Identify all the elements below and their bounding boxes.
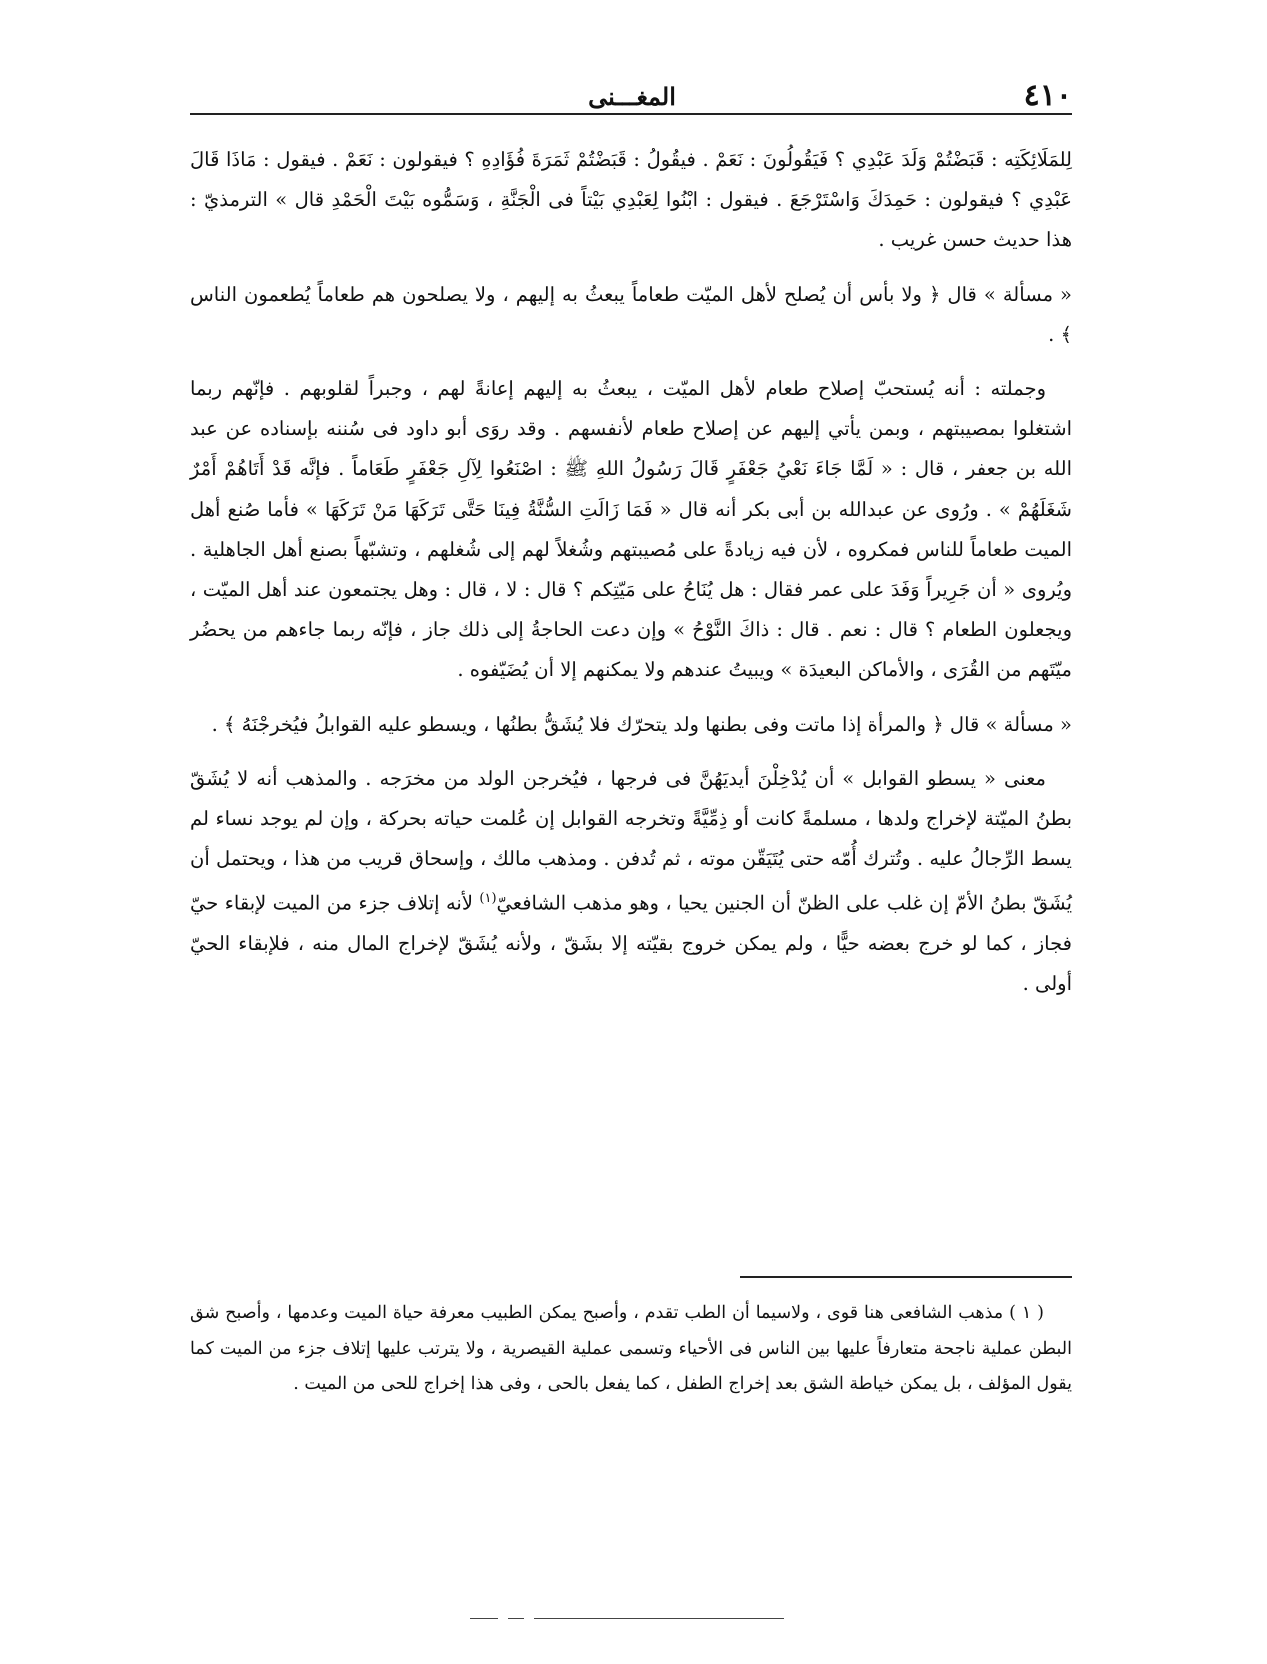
paragraph-explanation-continuation: لأنه إتلاف جزء من الميت لإبقاء حيّ فجاز ، كما لو خرج بعضه حيًّا ، ولم يمكن خروج بقيّته إلا بشَقّ ، ولأنه يُشَقّ لإخراج المال منه ، فلإبقاء الحيّ أولى . [190, 891, 1072, 996]
page-number: ٤١٠ [1023, 78, 1072, 113]
bottom-rule [534, 1618, 784, 1619]
paragraph-explanation-food: وجملته : أنه يُستحبّ إصلاح طعام لأهل الميّت ، يبعثُ به إليهم إعانةً لهم ، وجبراً لقلوبهم . فإنّهم ربما اشتغلوا بمصيبتهم ، وبمن يأتي إليهم عن إصلاح طعام لأنفسهم . وقد روَى أبو داود فى سُننه بإسناده عن عبد الله بن جعفر ، قال : « لَمَّا جَاءَ نَعْيُ جَعْفَرٍ قَالَ رَسُولُ اللهِ ﷺ : اصْنَعُوا لِآلِ جَعْفَرٍ طَعَاماً . فإنَّه قَدْ أَتَاهُمْ أَمْرٌ شَغَلَهُمْ » . ورُوى عن عبدالله بن أبى بكر أنه قال « فَمَا زَالَتِ السُّنَّةُ فِينَا حَتَّى تَرَكَهَا مَنْ تَرَكَهَا » فأما صُنع أهل الميت طعاماً للناس فمكروه ، لأن فيه زيادةً على مُصيبتهم وشُغلاً لهم إلى شُغلهم ، وتشبّهاً بصنع أهل الجاهلية . ويُروى « أن جَرِيراً وَفَدَ على عمر فقال : هل يُنَاحُ على مَيّتِكم ؟ قال : لا ، قال : وهل يجتمعون عند أهل الميّت ، ويجعلون الطعام ؟ قال : نعم . قال : ذاكَ النَّوْحُ » وإن دعت الحاجةُ إلى ذلك جاز ، فإنّه ربما جاءهم من يحضُر ميّتَهم من القُرَى ، والأماكن البعيدَة » ويبيتُ عندهم ولا يمكنهم إلا أن يُضَيّفوه . [190, 377, 1072, 682]
page-header [192, 78, 1072, 116]
footnote-marker: (١) [479, 891, 497, 907]
paragraph-explanation-pregnant [190, 759, 1072, 1005]
body-text [190, 140, 1072, 1005]
header-rule [190, 113, 1072, 115]
paragraph-masala-pregnant: « مسألة » قال ﴿ والمرأة إذا ماتت وفى بطنها ولد يتحرّك فلا يُشَقُّ بطنُها ، ويسطو عليه القوابلُ فيُخرجْنَهُ ﴾ . [211, 712, 1072, 736]
footnotes-section [190, 1296, 1072, 1403]
footnote-text: مذهب الشافعى هنا قوى ، ولاسيما أن الطب تقدم ، وأصبح يمكن الطبيب معرفة حياة الميت وعدمها ، وأصبح شق البطن عملية ناجحة متعارفاً عليها بين الناس فى الأحياء وتسمى عملية القيصرية ، ولا يترتب عليها إتلاف جزء من الميت كما يقول المؤلف ، بل يمكن خياطة الشق بعد إخراج الطفل ، كما يفعل بالحى ، وفى هذا إخراج للحى من الميت . [190, 1303, 1072, 1394]
bottom-rule-fragment [508, 1618, 524, 1619]
paragraph-masala-food: « مسألة » قال ﴿ ولا بأس أن يُصلح لأهل الميّت طعاماً يبعثُ به إليهم ، ولا يصلحون هم طعاماً يُطعمون الناس ﴾ . [190, 282, 1072, 346]
paragraph-explanation-text: معنى « يسطو القوابل » أن يُدْخِلْنَ أيديَهُنَّ فى فرجها ، فيُخرجن الولد من مخرَجه . والمذهب أنه لا يُشَقّ بطنُ الميّتة لإخراج ولدها ، مسلمةً كانت أو ذِمِّيَّةً وتخرجه القوابل إن عُلمت حياته بحركة ، وإن لم يوجد نساء لم يسط الرِّجالُ عليه . وتُترك أُمّه حتى يُتَيَقّن موته ، ثم تُدفن . ومذهب مالك ، وإسحاق قريب من هذا ، ويحتمل أن يُشَقّ بطنُ الأمّ إن غلب على الظنّ أن الجنين يحيا ، وهو مذهب الشافعيّ [190, 766, 1072, 915]
running-title: المغـــنى [588, 82, 676, 111]
footnote-number: ( ١ ) [1009, 1303, 1045, 1323]
bottom-rule-fragment [470, 1618, 498, 1619]
footnote-separator [740, 1276, 1072, 1278]
paragraph-hadith-continuation: لِلمَلَائِكَتِه : قَبَضْتُمْ وَلَدَ عَبْدِي ؟ فَيَقُولُونَ : نَعَمْ . فيقُولُ : قَبَضْتُمْ ثَمَرَةَ فُؤَادِهِ ؟ فيقولون : نَعَمْ . فيقول : مَاذَا قَالَ عَبْدِي ؟ فيقولون : حَمِدَكَ وَاسْتَرْجَعَ . فيقول : ابْنُوا لِعَبْدِي بَيْتاً فى الْجَنَّةِ ، وَسَمُّوه بَيْتَ الْحَمْدِ قال » الترمذيّ : هذا حديث حسن غريب . [190, 148, 1072, 252]
footnote-1 [190, 1296, 1072, 1403]
